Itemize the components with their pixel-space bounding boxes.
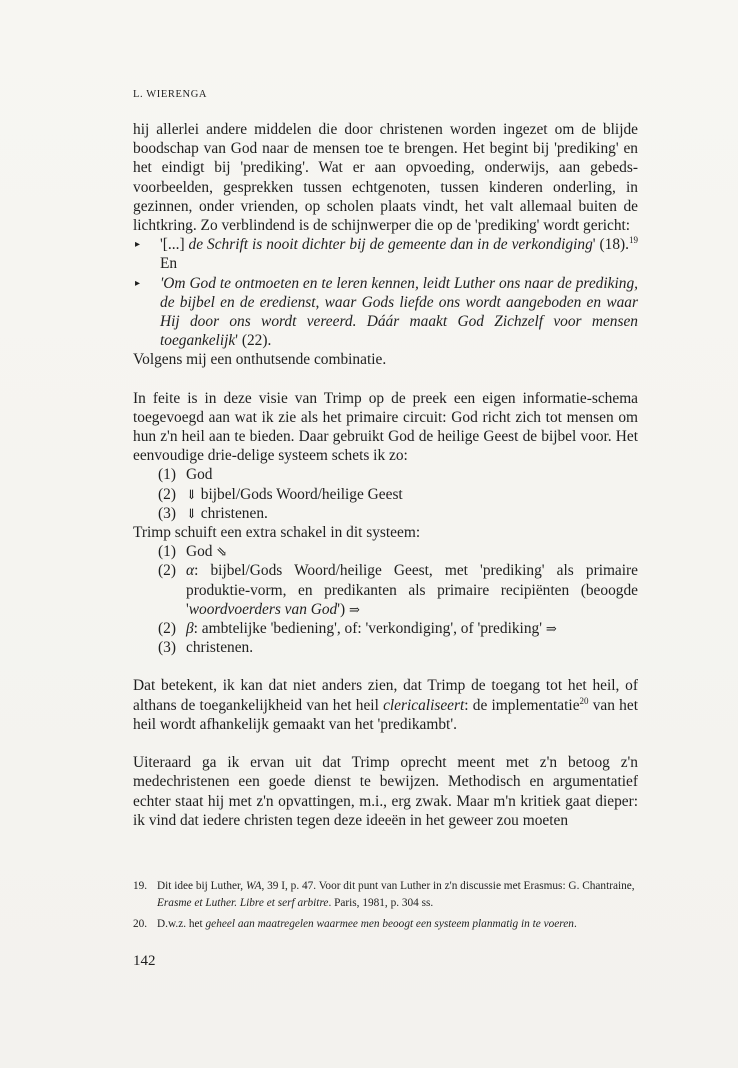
alpha-symbol: α: [186, 562, 195, 580]
quote-1-open: '[...]: [160, 236, 189, 254]
scheme-1-item: (1) God: [158, 466, 213, 484]
footnote-ref-20: 20: [579, 695, 589, 706]
down-arrow-icon: ⇓: [186, 505, 197, 521]
quote-2-close: ' (22).: [235, 332, 272, 350]
diagonal-arrow-icon: ⇘: [216, 544, 228, 560]
right-arrow-icon: ⇒: [349, 601, 360, 617]
paragraph-3: Dat betekent, ik kan dat niet anders zien, dat Trimp de toegang tot het heil, of althans de toegankelijkheid van het heil clericaliseert: de implementatie$^{20}$ van het heil wordt afhankelijk gemaakt van het 'predikambt'.: [133, 677, 638, 733]
footnote-ref-19: 19: [629, 235, 638, 246]
quote-1-tail: En: [160, 255, 178, 273]
down-arrow-icon: ⇓: [186, 486, 197, 502]
footnote-20: 20. D.w.z. het geheel aan maatregelen waarmee men beoogt een systeem planmatig in te voeren.: [133, 918, 577, 930]
right-arrow-icon: ⇒: [545, 621, 557, 637]
paragraph-1: hij allerlei andere middelen die door christenen worden ingezet om de blijde boodschap van God naar de mensen toe te brengen. Het begint bij 'prediking' en het eindigt bij 'prediking'. Wat er aan opvoeding, onderwijs, aan gebeds-voorbeelden, gesprekken tussen echtgenoten, tussen kinderen onderling, in gezinnen, onder vrienden, op scholen plaats vindt, het valt allemaal buiten de lichtkring. Zo verblindend is de schijnwerper die op de 'prediking' wordt gericht:: [133, 121, 638, 235]
triangle-bullet-icon: ▸: [135, 239, 141, 251]
footnote-19: 19. Dit idee bij Luther, WA, 39 I, p. 47. Voor dit punt van Luther in z'n discussie met Erasmus: G. Chantraine, Erasme et Luther. Libre et serf arbitre. Paris, 1981, p. 304 ss.: [133, 880, 635, 909]
trimp-intro: Trimp schuift een extra schakel in dit systeem:: [133, 524, 421, 542]
footnotes: [133, 878, 638, 933]
page-number: 142: [133, 953, 156, 969]
quote-1: [133, 235, 638, 273]
scheme-2-item: (1) God ⇘: [158, 543, 228, 561]
paragraph-2: In feite is in deze visie van Trimp op de preek een eigen informatie-schema toegevoegd aan wat ik zie als het primaire circuit: God richt zich tot mensen om hun z'n heil aan te bieden. Daar gebruikt God de heilige Geest de bijbel voor. Het eenvoudige drie-delige systeem schets ik zo:: [133, 389, 638, 465]
quote-2: [133, 274, 638, 351]
quote-1-italic: de Schrift is nooit dichter bij de gemeente dan in de verkondiging: [188, 236, 593, 254]
scheme-1: [133, 465, 638, 523]
scheme-2-item: (3) christenen.: [158, 639, 254, 657]
triangle-bullet-icon: ▸: [135, 277, 141, 289]
scheme-2-item: (2) β: ambtelijke 'bediening', of: 'verkondiging', of 'prediking' ⇒: [158, 620, 557, 638]
scheme-1-item: (2) ⇓ bijbel/Gods Woord/heilige Geest: [158, 485, 403, 503]
running-head: L. WIERENGA: [133, 89, 208, 100]
quote-2-italic: 'Om God te ontmoeten en te leren kennen, leidt Luther ons naar de prediking, de bijbel en de eredienst, waar Gods liefde ons wordt aangeboden en waar Hij door ons wordt vereerd. Dáár maakt God Zichzelf voor mensen toegankelijk: [160, 274, 638, 350]
scheme-2-item: (2) α: bijbel/Gods Woord/heilige Geest, met 'prediking' als primaire produktie-vorm, en predikanten als primaire recipiënten (beoogde 'woordvoerders van God') ⇒: [158, 562, 638, 618]
beta-symbol: β: [186, 620, 194, 638]
conclusion-line: Volgens mij een onthutsende combinatie.: [133, 351, 387, 369]
quote-1-close: ' (18).: [592, 236, 629, 254]
main-text: [133, 120, 638, 830]
paragraph-4: Uiteraard ga ik ervan uit dat Trimp oprecht meent met z'n betoog z'n medechristenen een goede dienst te bewijzen. Methodisch en argumentatief echter staat hij met z'n opvattingen, m.i., erg zwak. Maar m'n kritiek gaat dieper: ik vind dat iedere christen tegen deze ideeën in het geweer zou moeten: [133, 754, 638, 829]
scheme-1-item: (3) ⇓ christenen.: [158, 504, 268, 522]
scheme-2: [133, 542, 638, 657]
